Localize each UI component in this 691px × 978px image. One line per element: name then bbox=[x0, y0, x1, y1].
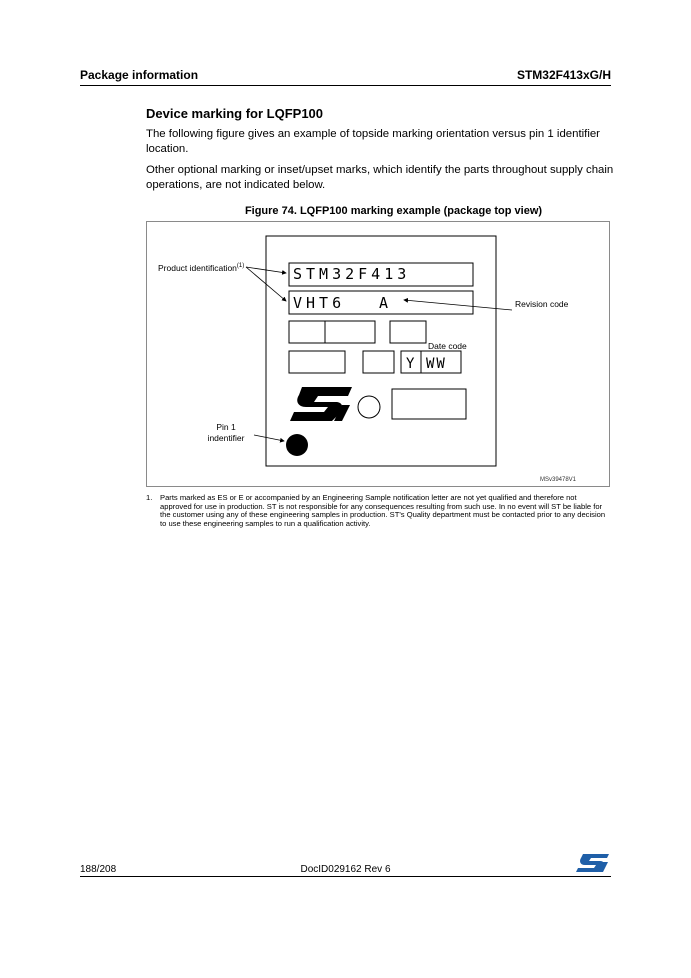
header-product-name: STM32F413xG/H bbox=[516, 68, 611, 82]
optional-box bbox=[392, 389, 466, 419]
marking-line1-text: STM32F413 bbox=[293, 265, 411, 283]
optional-box bbox=[289, 351, 345, 373]
footnote-ref: (1) bbox=[236, 263, 245, 269]
optional-box bbox=[325, 321, 375, 343]
label-product-identification: Product identification$^{(1)}$ bbox=[158, 262, 245, 273]
section-title: Device marking for LQFP100 bbox=[146, 106, 324, 121]
marking-week: WW bbox=[426, 356, 447, 372]
footer-page-number: 188/208 bbox=[80, 864, 117, 875]
marking-year: Y bbox=[406, 356, 419, 372]
optional-box bbox=[390, 321, 426, 343]
header-section-title: Package information bbox=[80, 68, 199, 82]
paragraph-intro: The following figure gives an example of topside marking orientation versus pin 1 identifier location. bbox=[146, 128, 600, 155]
footer-divider bbox=[80, 876, 611, 877]
footnote bbox=[146, 494, 606, 528]
arrow-pin1 bbox=[254, 435, 284, 441]
footer-doc-id: DocID029162 Rev 6 bbox=[300, 864, 391, 875]
marking-line2-part: VHT6 bbox=[293, 294, 346, 312]
optional-box bbox=[363, 351, 394, 373]
footnote-number: 1. bbox=[146, 493, 153, 502]
label-date-code: Date code bbox=[428, 341, 467, 351]
label-pin1-identifier: Pin 1 indentifier bbox=[207, 422, 245, 443]
optional-circle-mark bbox=[358, 396, 380, 418]
footnote-text: Parts marked as ES or E or accompanied by an Engineering Sample notification letter are not yet qualified and therefore not approved for use in production. ST is not responsible for any consequences resulting from such use. In no event will ST be liable for the customer using any of these engineering samples in production. ST's Quality department must be contacted prior to any decision to use these engineering samples to run a qualification activity. bbox=[160, 493, 606, 528]
pin1-dot bbox=[286, 434, 308, 456]
st-logo-icon bbox=[576, 854, 610, 872]
figure-reference-id: MSv39478V1 bbox=[540, 477, 577, 483]
label-revision-code: Revision code bbox=[515, 299, 569, 309]
paragraph-optional-marking: Other optional marking or inset/upset marks, which identify the parts throughout supply chain operations, are not indicated below. bbox=[146, 164, 614, 191]
figure-title: Figure 74. LQFP100 marking example (package top view) bbox=[244, 205, 543, 217]
marking-line2-revision: A bbox=[379, 294, 393, 312]
header-divider bbox=[80, 85, 611, 86]
st-logo-icon bbox=[290, 387, 358, 421]
optional-box bbox=[289, 321, 325, 343]
